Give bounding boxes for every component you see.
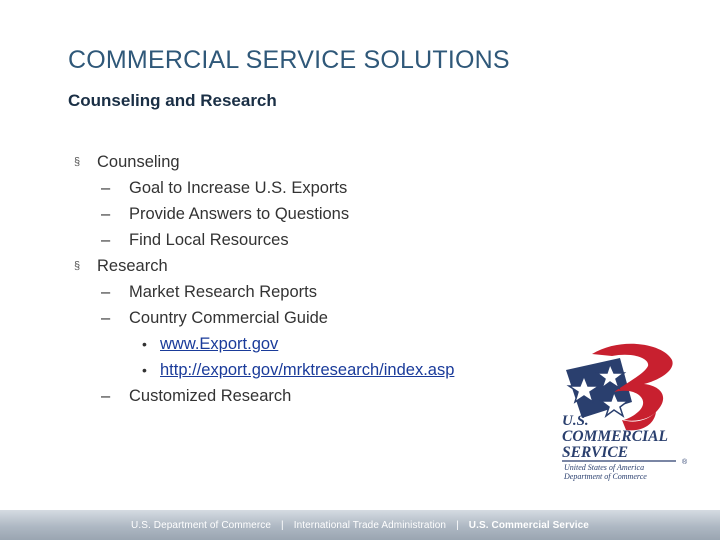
footer-ita: International Trade Administration xyxy=(293,519,447,531)
footer-bar xyxy=(0,510,720,540)
logo-text-doc: Department of Commerce xyxy=(564,472,647,481)
logo-text-commercial: COMMERCIAL xyxy=(562,428,668,445)
outline-text: Market Research Reports xyxy=(129,283,317,301)
outline-item xyxy=(72,227,542,253)
outline-link[interactable]: www.Export.gov xyxy=(160,335,279,353)
outline-text: Country Commercial Guide xyxy=(129,309,328,327)
logo-text-service: SERVICE xyxy=(562,444,629,461)
outline-item[interactable] xyxy=(72,357,542,383)
bullet-marker: • xyxy=(142,336,147,352)
outline-item xyxy=(72,305,542,331)
footer-separator: | xyxy=(281,519,284,531)
outline-text: Find Local Resources xyxy=(129,231,289,249)
bullet-marker: § xyxy=(74,156,81,168)
logo-text-us: U.S. xyxy=(562,413,589,429)
logo-text-usa: United States of America xyxy=(564,463,645,472)
outline-text: Goal to Increase U.S. Exports xyxy=(129,179,348,197)
outline-text: Research xyxy=(97,257,168,275)
footer-doc: U.S. Department of Commerce xyxy=(131,519,272,531)
outline-item xyxy=(72,201,542,227)
outline-item xyxy=(72,175,542,201)
slide-subtitle: Counseling and Research xyxy=(68,91,277,110)
bullet-marker: § xyxy=(74,260,81,272)
commercial-service-logo xyxy=(552,340,702,492)
registered-mark: ® xyxy=(682,459,688,466)
outline-text: Counseling xyxy=(97,153,180,171)
outline-link[interactable]: http://export.gov/mrktresearch/index.asp xyxy=(160,361,455,379)
slide-title: COMMERCIAL SERVICE SOLUTIONS xyxy=(68,46,510,74)
bullet-marker: – xyxy=(101,231,111,249)
bullet-outline xyxy=(72,149,542,409)
outline-item xyxy=(72,383,542,409)
bullet-marker: – xyxy=(101,387,111,405)
outline-text: Provide Answers to Questions xyxy=(129,205,350,223)
outline-item xyxy=(72,279,542,305)
outline-item xyxy=(72,253,542,279)
bullet-marker: – xyxy=(101,205,111,223)
outline-item[interactable] xyxy=(72,331,542,357)
footer-separator: | xyxy=(456,519,459,531)
footer-cs: U.S. Commercial Service xyxy=(468,519,589,531)
outline-item xyxy=(72,149,542,175)
bullet-marker: • xyxy=(142,362,147,378)
outline-text: Customized Research xyxy=(129,387,292,405)
bullet-marker: – xyxy=(101,179,111,197)
bullet-marker: – xyxy=(101,309,111,327)
bullet-marker: – xyxy=(101,283,111,301)
commercial-service-logo-graphic xyxy=(552,340,702,492)
